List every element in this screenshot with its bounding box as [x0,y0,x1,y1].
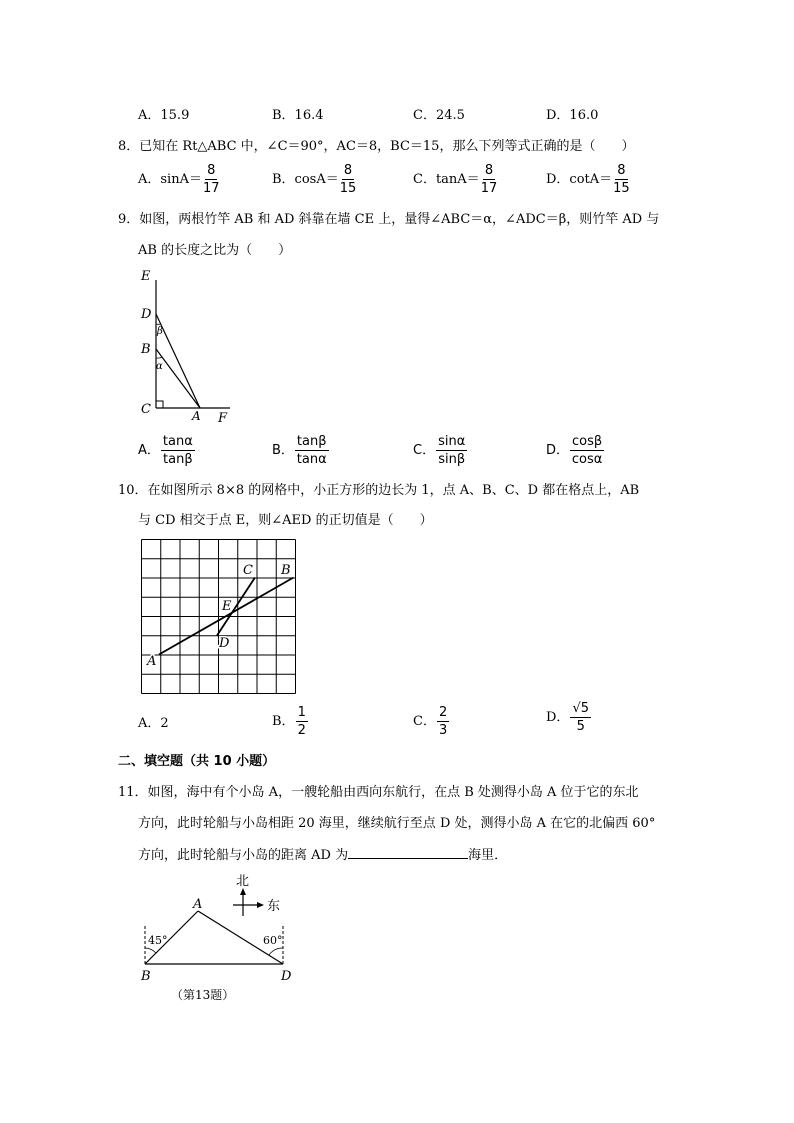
q9-label-b: B [141,342,151,357]
q9-option-a-fraction [161,435,195,466]
q8-option-b [272,164,356,195]
q11-label-b: B [141,969,151,984]
q11-line3-before: 方向，此时轮船与小岛的距离 AD 为 [138,848,349,863]
q10-option-b [272,706,308,737]
q9-option-a [138,435,195,466]
q10-option-d-prefix: D． [546,710,570,725]
q9-option-b-den: tanα [296,452,327,467]
q10-option-c-prefix: C． [413,714,436,729]
q8-option-b-den: 15 [339,181,357,196]
q11-angle-b-arc [145,948,156,953]
q11-label-angle-b: 45° [148,934,168,947]
q11-label-angle-d: 60° [263,934,283,947]
q9-label-c: C [141,402,151,417]
q8-option-d-prefix: D．cotA＝ [546,172,613,187]
q10-option-c-num: 2 [438,705,448,720]
q9-stem-line2: AB 的长度之比为（ ） [138,243,292,258]
q7-option-a: A．15.9 [138,108,190,123]
q9-pole-ab [156,349,200,408]
q9-label-f: F [218,411,228,426]
q9-label-d: D [141,307,152,322]
q10-option-a-text: 2 [160,716,169,731]
q10-option-c [413,706,449,737]
q9-label-e: E [141,269,151,284]
q10-option-c-fraction [437,706,449,737]
q8-option-a-fraction [203,164,220,195]
q8-option-a-prefix: A．sinA＝ [138,172,202,187]
q11-figure-caption: （第13题） [171,988,235,1002]
q9-option-d-prefix: D． [546,443,570,458]
q10-label-d: D [219,636,230,651]
q11-compass-east-arrow [257,902,264,908]
q8-option-b-prefix: B．cosA＝ [272,172,339,187]
q8-option-c-num: 8 [484,163,494,178]
q10-option-a-prefix: A． [138,716,161,731]
q9-option-c-prefix: C． [413,443,436,458]
q9-option-a-den: tanβ [163,452,193,467]
q9-option-a-num: tanα [162,434,193,449]
q9-option-b-num: tanβ [296,434,327,449]
q11-compass-north-arrow [240,888,246,895]
q7-option-b: B．16.4 [272,108,324,123]
q8-option-c-den: 17 [480,181,498,196]
q8-option-d-fraction [613,164,630,195]
q11-line3-after: 海里． [468,848,508,863]
q9-angle-alpha-arc [156,357,162,358]
q9-option-c-fraction [436,435,467,466]
q9-figure [130,262,240,428]
q8-option-b-num: 8 [343,163,353,178]
q11-label-d: D [281,969,292,984]
q10-option-b-num: 1 [297,705,306,720]
q11-label-a: A [193,897,203,912]
q10-option-d-num: √5 [572,701,589,716]
q11-line2: 方向，此时轮船与小岛相距 20 海里，继续航行至点 D 处，测得小岛 A 在它的北偏西 60° [138,816,656,831]
q7-option-c: C．24.5 [413,108,465,123]
q8-option-d-den: 15 [613,181,630,196]
q10-option-c-den: 3 [438,723,448,738]
q9-option-c-num: sinα [438,434,466,449]
q8-stem: 8．已知在 Rt△ABC 中，∠C＝90°，AC＝8，BC＝15，那么下列等式正确的是（ ） [118,139,635,154]
q11-label-north: 北 [236,874,250,889]
q9-option-d [546,435,604,466]
q9-label-a: A [192,409,201,423]
q9-option-c [413,435,467,466]
q10-grid-figure [140,538,298,696]
q10-option-d-fraction [570,702,591,733]
q10-label-a: A [147,654,157,669]
q8-option-a-num: 8 [207,163,216,178]
q9-stem-line1: 9．如图，两根竹竿 AB 和 AD 斜靠在墙 CE 上，量得∠ABC＝α，∠ADC＝β，则竹竿 AD 与 [118,212,660,227]
q9-option-d-fraction [570,435,604,466]
q9-option-c-den: sinβ [438,452,466,467]
q8-option-a [138,164,220,195]
q10-option-b-prefix: B． [272,714,295,729]
q9-option-b-fraction [295,435,329,466]
q9-label-beta: β [157,326,163,337]
q10-option-b-fraction [296,706,308,737]
q9-option-d-num: cosβ [572,434,603,449]
q8-option-c-prefix: C．tanA＝ [413,172,480,187]
section-fill-in-title: 二、填空题（共 10 小题） [118,754,276,769]
q10-label-e: E [222,599,232,614]
q10-option-b-den: 2 [297,723,306,738]
q9-label-alpha: α [156,361,163,372]
q11-figure [135,868,310,1008]
q9-option-d-den: cosα [571,452,603,467]
q11-answer-blank[interactable] [348,846,468,859]
q8-option-c [413,164,497,195]
q8-option-d [546,164,630,195]
q7-option-d: D．16.0 [546,108,599,123]
q10-option-d-den: 5 [576,719,585,734]
q9-right-angle-mark [156,401,163,408]
q10-stem-line2: 与 CD 相交于点 E，则∠AED 的正切值是（ ） [138,513,433,528]
q10-stem-line1: 10．在如图所示 8×8 的网格中，小正方形的边长为 1，点 A、B、C、D 都在格点上，AB [118,483,640,498]
q10-option-a [138,712,169,731]
q11-line3 [138,844,507,863]
q11-angle-d-arc [269,948,283,955]
q10-label-b: B [281,563,291,578]
q11-label-east: 东 [267,899,281,914]
q8-option-c-fraction [481,164,498,195]
q10-grid-lines [142,540,296,694]
q9-option-b-prefix: B． [272,443,294,458]
q9-option-a-prefix: A． [138,443,160,458]
q9-option-b [272,435,329,466]
q11-line1: 11．如图，海中有个小岛 A，一艘轮船由西向东航行，在点 B 处测得小岛 A 位于它的东北 [118,785,639,800]
q10-option-d [546,702,591,733]
q11-compass-icon [233,888,264,916]
q8-option-a-den: 17 [202,181,220,196]
q8-option-d-num: 8 [617,163,626,178]
q10-label-c: C [243,563,253,578]
q8-option-b-fraction [340,164,357,195]
